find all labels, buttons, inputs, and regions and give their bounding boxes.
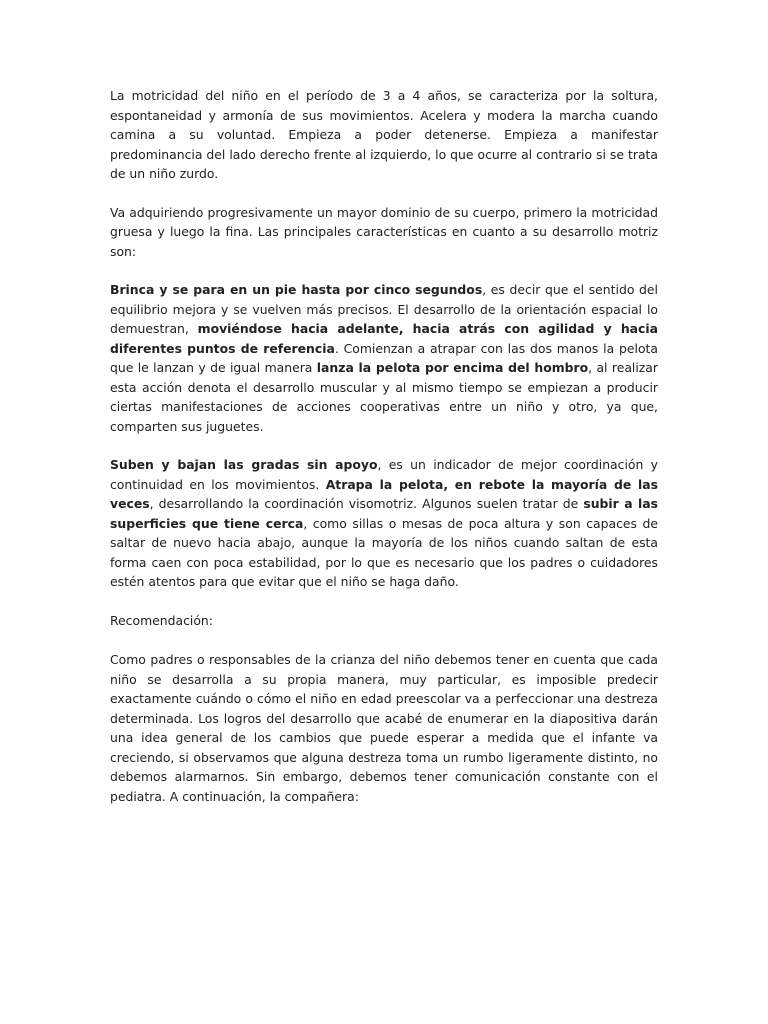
paragraph-dominio-cuerpo: Va adquiriendo progresivamente un mayor dominio de su cuerpo, primero la motricidad gruesa y luego la fina. Las principales características en cuanto a su desarrollo motriz son: — [110, 204, 658, 259]
paragraph-gradas — [110, 455, 658, 592]
document-page — [110, 86, 658, 806]
paragraph-text: , es decir que el sentido del equilibrio mejora y se vuelven más precisos. El desarrollo de la orientación espacial lo demuestran, — [110, 282, 658, 336]
paragraph-text: , como sillas o mesas de poca altura y son capaces de saltar de nuevo hacia abajo, aunque la mayoría de los niños cuando saltan de esta forma caen con poca estabilidad, por lo que es necesario que los padres o cuidadores estén atentos para que evitar que el niño se haga daño. — [110, 515, 658, 589]
paragraph-brinca — [110, 280, 658, 436]
paragraph-text: , es un indicador de mejor coordinación y continuidad en los movimientos. — [110, 457, 658, 492]
bold-phrase-gradas: Suben y bajan las gradas sin apoyo — [110, 457, 378, 472]
paragraph-text: . Comienzan a atrapar con las dos manos la pelota que le lanzan y de igual manera — [110, 340, 658, 375]
bold-phrase-lanza: lanza la pelota por encima del hombro — [316, 360, 589, 375]
bold-phrase-atrapa: Atrapa la pelota, en rebote la mayoría de las veces — [110, 476, 658, 511]
bold-phrase-moviendose: moviéndose hacia adelante, hacia atrás con agilidad y hacia diferentes puntos de referencia — [110, 321, 659, 356]
paragraph-text: , al realizar esta acción denota el desarrollo muscular y al mismo tiempo se empiezan a producir ciertas manifestaciones de acciones cooperativas entre un niño y otro, ya que, comparten sus juguetes. — [110, 360, 658, 434]
paragraph-text: , desarrollando la coordinación visomotriz. Algunos suelen tratar de — [149, 496, 584, 511]
heading-recomendacion: Recomendación: — [110, 612, 213, 628]
paragraph-motricidad: La motricidad del niño en el período de 3 a 4 años, se caracteriza por la soltura, espontaneidad y armonía de sus movimientos. Acelera y modera la marcha cuando camina a su voluntad. Empieza a poder detenerse. Empieza a manifestar predominancia del lado derecho frente al izquierdo, lo que ocurre al contrario si se trata de un niño zurdo. — [110, 88, 658, 181]
bold-phrase-brinca: Brinca y se para en un pie hasta por cinco segundos — [110, 282, 483, 297]
paragraph-recomendacion: Como padres o responsables de la crianza del niño debemos tener en cuenta que cada niño se desarrolla a su propia manera, muy particular, es imposible predecir exactamente cuándo o cómo el niño en edad preescolar va a perfeccionar una destreza determinada. Los logros del desarrollo que acabé de enumerar en la diapositiva darán una idea general de los cambios que puede esperar a medida que el infante va creciendo, si observamos que alguna destreza toma un rumbo ligeramente distinto, no debemos alarmarnos. Sin embargo, debemos tener comunicación constante con el pediatra. A continuación, la compañera: — [110, 652, 658, 804]
bold-phrase-subir: subir a las superficies que tiene cerca — [110, 496, 658, 531]
